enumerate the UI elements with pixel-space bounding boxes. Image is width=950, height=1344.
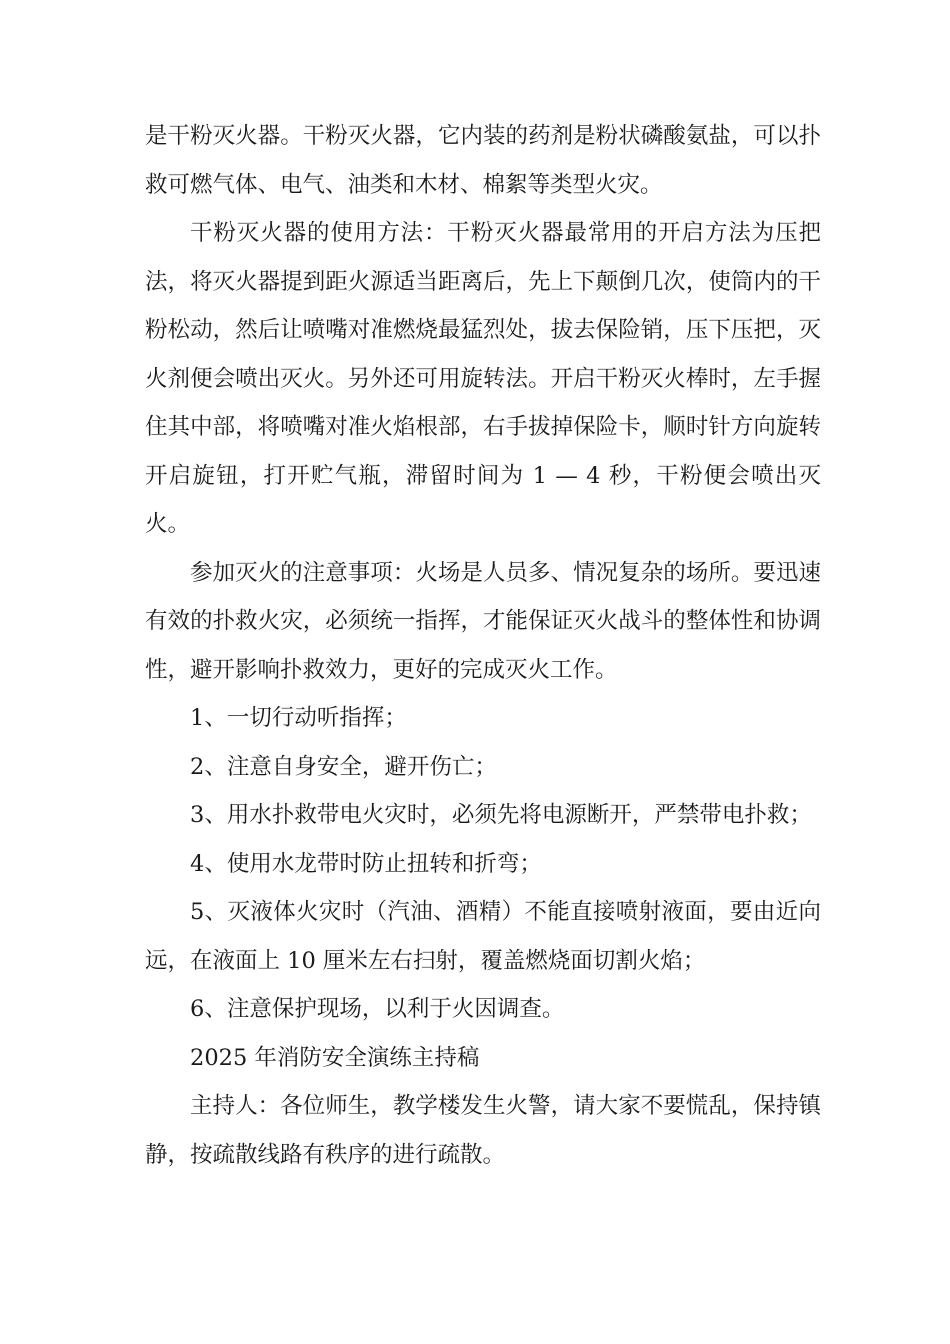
list-item-4: 4、使用水龙带时防止扭转和折弯； <box>190 850 542 877</box>
document-body <box>145 112 821 1179</box>
list-item-1: 1、一切行动听指挥； <box>190 705 407 731</box>
list-item-2: 2、注意自身安全，避开伤亡； <box>190 753 497 780</box>
section-title: 2025 年消防安全演练主持稿 <box>190 1044 480 1071</box>
list-item-5: 5、灭液体火灾时（汽油、酒精）不能直接喷射液面，要由近向远，在液面上 10 厘米左右扫射，覆盖燃烧面切割火焰； <box>145 899 821 974</box>
paragraph-usage-method: 干粉灭火器的使用方法：干粉灭火器最常用的开启方法为压把法，将灭火器提到距火源适当距离后，先上下颠倒几次，使筒内的干粉松动，然后让喷嘴对准燃烧最猛烈处，拔去保险销，压下压把，灭火剂便会喷出灭火。另外还可用旋转法。开启干粉灭火棒时，左手握住其中部，将喷嘴对准火焰根部，右手拔掉保险卡，顺时针方向旋转开启旋钮，打开贮气瓶，滞留时间为 1 — 4 秒，干粉便会喷出灭火。 <box>145 220 821 537</box>
paragraph-extinguisher-intro: 是干粉灭火器。干粉灭火器，它内装的药剂是粉状磷酸氨盐，可以扑救可燃气体、电气、油类和木材、棉絮等类型火灾。 <box>145 123 821 198</box>
list-item-3: 3、用水扑救带电火灾时，必须先将电源断开，严禁带电扑救； <box>190 802 812 828</box>
paragraph-precautions: 参加灭火的注意事项：火场是人员多、情况复杂的场所。要迅速有效的扑救火灾，必须统一指挥，才能保证灭火战斗的整体性和协调性，避开影响扑救效力，更好的完成灭火工作。 <box>145 559 821 683</box>
paragraph-host-speech: 主持人：各位师生，教学楼发生火警，请大家不要慌乱，保持镇静，按疏散线路有秩序的进行疏散。 <box>145 1093 821 1168</box>
list-item-6: 6、注意保护现场，以利于火因调查。 <box>190 996 565 1022</box>
